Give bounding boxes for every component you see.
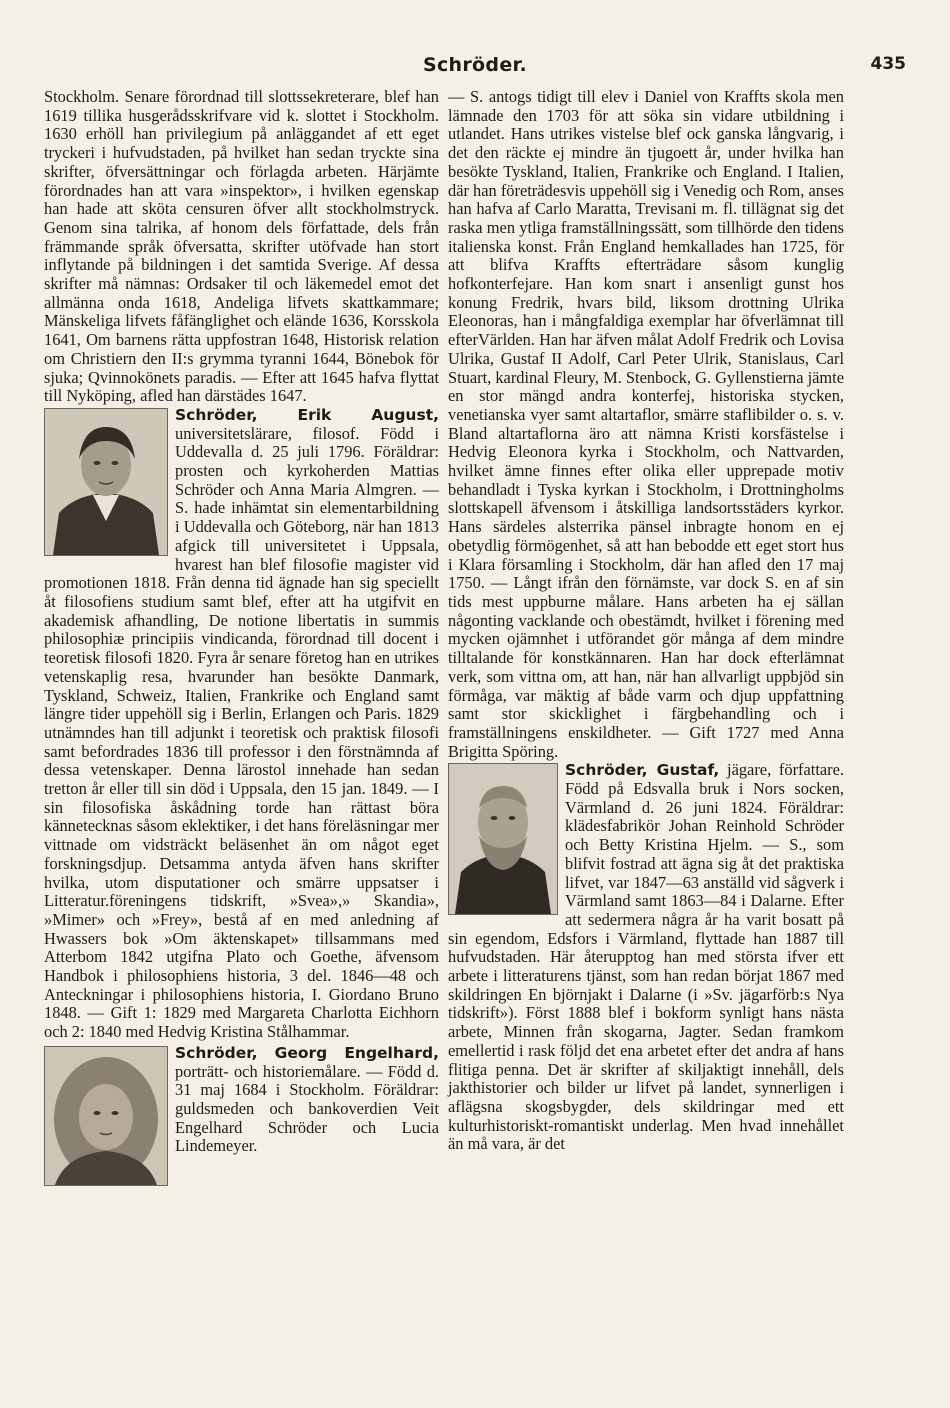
entry-heading: Schröder, Gustaf, [565, 761, 720, 780]
portrait-image [45, 409, 167, 555]
entry-gustaf [448, 761, 844, 1154]
entry-continuation-text: — S. antogs tidigt till elev i Daniel von Kraffts skola men lämnade den 1703 för att söka sin vidare utbildning i utlandet. Hans utrikes vistelse blef ock ganska långvarig, i det den räckte ej mindre än tjugoett år, under hvilka han besökte Tyskland, Italien, Frankrike och England. I Italien, där han företrädesvis uppehöll sig i Venedig och Rom, anses han hafva af Carlo Maratta, Trevisani m. fl. tillägnat sig det raska men ytliga framställningssätt, som tillhörde den tidens italienska konst. Från England hemkallades han 1725, för att blifva Kraffts efterträdare såsom kunglig hofkonterfejare. Han kom snart i ansenligt gunst hos konung Fredrik, hvars bild, liksom drottning Ulrika Eleonoras, han i mångfaldiga exemplar har öfverlämnat till efterVärlden. Han har äfven målat Adolf Fredrik och Lovisa Ulrika, Gustaf II Adolf, Carl Peter Ulrik, Stanislaus, Carl Stuart, kardinal Fleury, M. Stenbock, G. Gyllenstierna jämte en stor mängd andra konterfej, historiska stycken, venetianska vyer samt altartaflor, smärre staflibilder o. s. v. Bland altartaflorna äro att nämna Kristi korsfästelse i Hedvig Eleonora kyrka i Stockholm, och Nattvarden, hvilket ämne finnes efter olika eller upprepade motiv behandladt i Tyska kyrkan i Stockholm, i Drottningholms slottskapell äfvensom i åtskilliga landsortsstäders kyrkor. Hans särdeles alsterrika pänsel inbragte honom en ej obetydlig förmögenhet, så att han bebodde ett eget stort hus i Klara församling i Stockholm, där han afled den 17 maj 1750. — Långt ifrån den förnämste, var dock S. en af sin tids mest uppburne målare. Hans arbeten ha ej sällan någonting vacklande och obestämdt, hvilket i förening med mycken ojämnhet i utförandet gör många af dem mindre tilltalande för konstkännaren. Han har dock efterlämnat verk, som vittna om, att han, när han allvarligt uppbjöd sin förmåga, var mäktig af både varm och djup uppfattning samt stor skicklighet i färgbehandling och i framställningens enskildheter. — Gift 1727 med Anna Brigitta Spöring. [448, 87, 844, 761]
entry-body: porträtt- och historiemålare. — Född d. 31 maj 1684 i Stockholm. Föräldrar: guldsmeden och bankoverdien Veit Engelhard Schröder och Lucia Lindemeyer. [175, 1061, 439, 1156]
page-number: 435 [870, 54, 906, 74]
left-column [44, 88, 439, 1368]
portrait-erik-august [44, 408, 168, 556]
portrait-image [45, 1047, 167, 1185]
right-column [448, 88, 844, 1368]
entry-body: jägare, författare. Född på Edsvalla bruk i Nors socken, Värmland d. 26 juni 1824. Föräldrar: klädesfabrikör Johan Reinhold Schröder och Betty Kristina Hjelm. — S., som blifvit fostrad att ägna sig åt det praktiska lifvet, var 1847—63 anställd vid sågverk i Värmland samt 1863—84 i Dalarne. Efter att sedermera några år ha varit bosatt på sin egendom, Edsfors i Värmland, flyttade han 1887 till hufvudstaden. Här återupptog han med största ifver ett arbete i litteraturens tjänst, som han redan börjat 1867 med skildringen En björnjakt i Dalarne (i »Sv. jägarförb:s Nya tidskrift»). Först 1888 blef i bokform synligt hans nästa arbete, Minnen från skogarna, Jagter. Sedan framkom emellertid i rask följd det ena arbetet efter det andra af hans flitiga penna. Det är skrifter af skiljaktigt innehåll, dels jakthistorier och bilder ur lifvet på landet, synnerligen i aflägsna skogsbygder, dels skildringar med ett kulturhistoriskt-romantiskt underlag. Men hvad innehållet än må vara, är det [448, 760, 844, 1154]
entry-erik-august [44, 406, 439, 1042]
portrait-gustaf [448, 763, 558, 915]
entry-georg-engelhard [44, 1044, 439, 1156]
entry-body: universitetslärare, filosof. Född i Uddevalla d. 25 juli 1796. Föräldrar: prosten och kyrkoherden Mattias Schröder och Anna Maria Almgren. — S. hade inhämtat sin elementarbildning i Uddevalla och Göteborg, när han 1813 afgick till universitetet i Uppsala, hvarest han blef filosofie magister vid promotionen 1818. Från denna tid ägnade han sig speciellt åt filosofiens studium samt blef, efter att ha utgifvit en akademisk afhandling, De notione libertatis in summis philosophiæ principiis vindicanda, förordnad till docent i teoretisk filosofi 1820. Fyra år senare företog han en utrikes vetenskaplig resa, hvarunder han besökte Danmark, Tyskland, Schweiz, Italien, Frankrike och England samt längre tider uppehöll sig i Berlin, Erlangen och Paris. 1829 utnämndes han till adjunkt i teoretisk och praktisk filosofi samt befordrades 1836 till professor i den förstnämnda af dessa vetenskaper. Denna lärostol innehade han sedan tretton år eller till sin död i Uppsala, den 15 jan. 1849. — I sin filosofiska åskådning torde han rättast böra kännetecknas såsom eklektiker, i det hans föreläsningar mer vittnade om vidsträckt beläsenhet än om något eget forskningsdjup. Detsamma antyda äfven hans skrifter hvilka, utom disputationer och smärre uppsatser i Litteratur.föreningens tidskrift, »Svea»,» Skandia», »Mimer» och »Frey», bestå af en med anledning af Hwassers bok »Om äktenskapet» tillsammans med Atterbom 1842 utgifna Plato och Goethe, äfvensom Handbok i philosophiens historia, 3 del. 1846—48 och Anteckningar i philosophiens historia, I. Giordano Bruno 1848. — Gift 1: 1829 med Margareta Charlotta Eichhorn och 2: 1840 med Hedvig Kristina Stålhammar. [44, 423, 439, 1042]
portrait-georg-engelhard [44, 1046, 168, 1186]
running-header: Schröder. [423, 54, 527, 76]
entry-continuation-text: Stockholm. Senare förordnad till slottssekreterare, blef han 1619 tillika husgerådsskrifvare vid k. slottet i Stockholm. 1630 erhöll han privilegium på anläggandet af ett eget tryckeri i hufvudstaden, på hvilket han sedan tryckte sina skrifter, öfversättningar och förlagda arbeten. Härjämte förordnades han att vara »inspektor», i hvilken egenskap han hade att sköta censuren öfver allt stockholmstryck. Genom sina talrika, af honom dels författade, dels från främmande språk öfversatta, skrifter utöfvade han stort inflytande på bildningen i det samtida Sverige. Af dessa skrifter må nämnas: Ordsaker til och läkemedel emot det allmänna onda 1618, Andeliga lifvets skattkammare; Mänskeliga lifvets fåfänglighet och elände 1636, Korsskola 1641, Om barnens rätta uppfostran 1648, Historisk relation om Christiern den II:s grymma tyranni 1644, Bönebok för sjuka; Qvinnokönets paradis. — Efter att 1645 hafva flyttat till Nyköping, afled han därstädes 1647. [44, 87, 439, 406]
entry-heading: Schröder, Georg Engelhard, [175, 1043, 439, 1062]
entry-heading: Schröder, Erik August, [175, 405, 439, 424]
portrait-image [449, 764, 557, 914]
